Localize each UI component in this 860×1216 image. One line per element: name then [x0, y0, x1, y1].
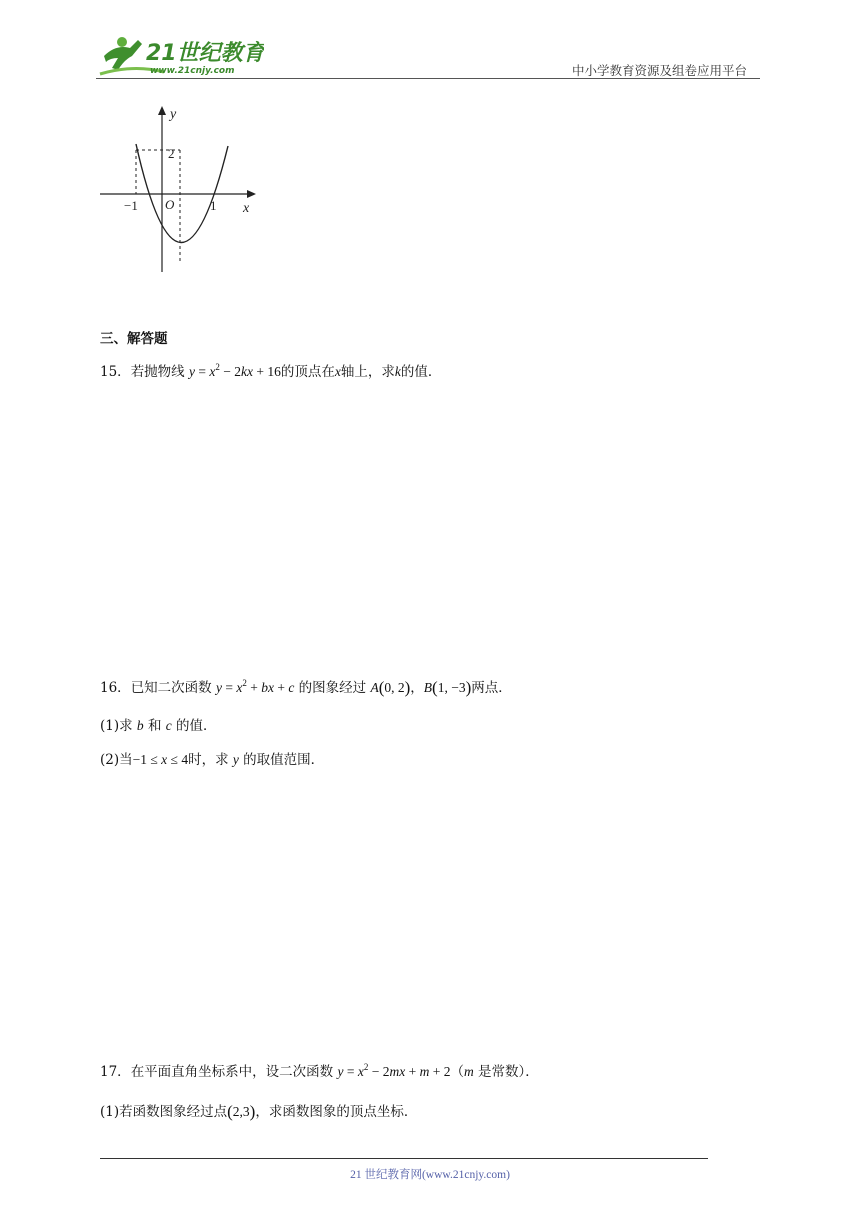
question-16-part-2: (2)当−1 ≤ x ≤ 4时，求 y 的取值范围．: [100, 752, 325, 768]
tick-label-2: 2: [168, 146, 175, 161]
logo-main-text: 21世纪教育: [146, 41, 264, 66]
question-16: 16．已知二次函数 $y = x^2$ + bx + c 的图象经过 A(0, 2)，B(1, −3)两点．: [100, 678, 512, 697]
parabola-curve: [136, 144, 228, 243]
parabola-graph: [96, 100, 262, 278]
tick-label-1: 1: [210, 198, 217, 213]
section-title: 三、解答题: [100, 331, 168, 347]
footer-text[interactable]: 21 世纪教育网(www.21cnjy.com): [350, 1169, 510, 1181]
origin-label: O: [165, 197, 175, 212]
header-divider: [96, 78, 760, 79]
logo-url-text: www.21cnjy.com: [150, 66, 235, 76]
y-axis-label: y: [170, 107, 177, 122]
question-17-part-1: (1)若函数图象经过点(2,3)，求函数图象的顶点坐标．: [100, 1102, 418, 1121]
question-16-part-1: (1)求 b 和 c 的值．: [100, 718, 217, 734]
y-axis-arrow: [158, 106, 166, 115]
site-logo: [94, 34, 264, 78]
question-number: 16．: [100, 680, 131, 696]
question-15: 15．若抛物线 $y = x^2 - 2kx + 16$的顶点在x轴上，求k的值．: [100, 362, 442, 380]
question-17: 17．在平面直角坐标系中，设二次函数 $y = x^2 - 2mx + m + 2(m$ 是常数）．: [100, 1062, 539, 1080]
tick-label-neg1: −1: [124, 198, 138, 213]
question-number: 17．: [100, 1064, 131, 1080]
x-axis-label: x: [243, 201, 250, 216]
footer-divider: [100, 1158, 708, 1159]
x-axis-arrow: [247, 190, 256, 198]
header-platform-text: 中小学教育资源及组卷应用平台: [572, 63, 748, 78]
question-number: 15．: [100, 364, 131, 380]
